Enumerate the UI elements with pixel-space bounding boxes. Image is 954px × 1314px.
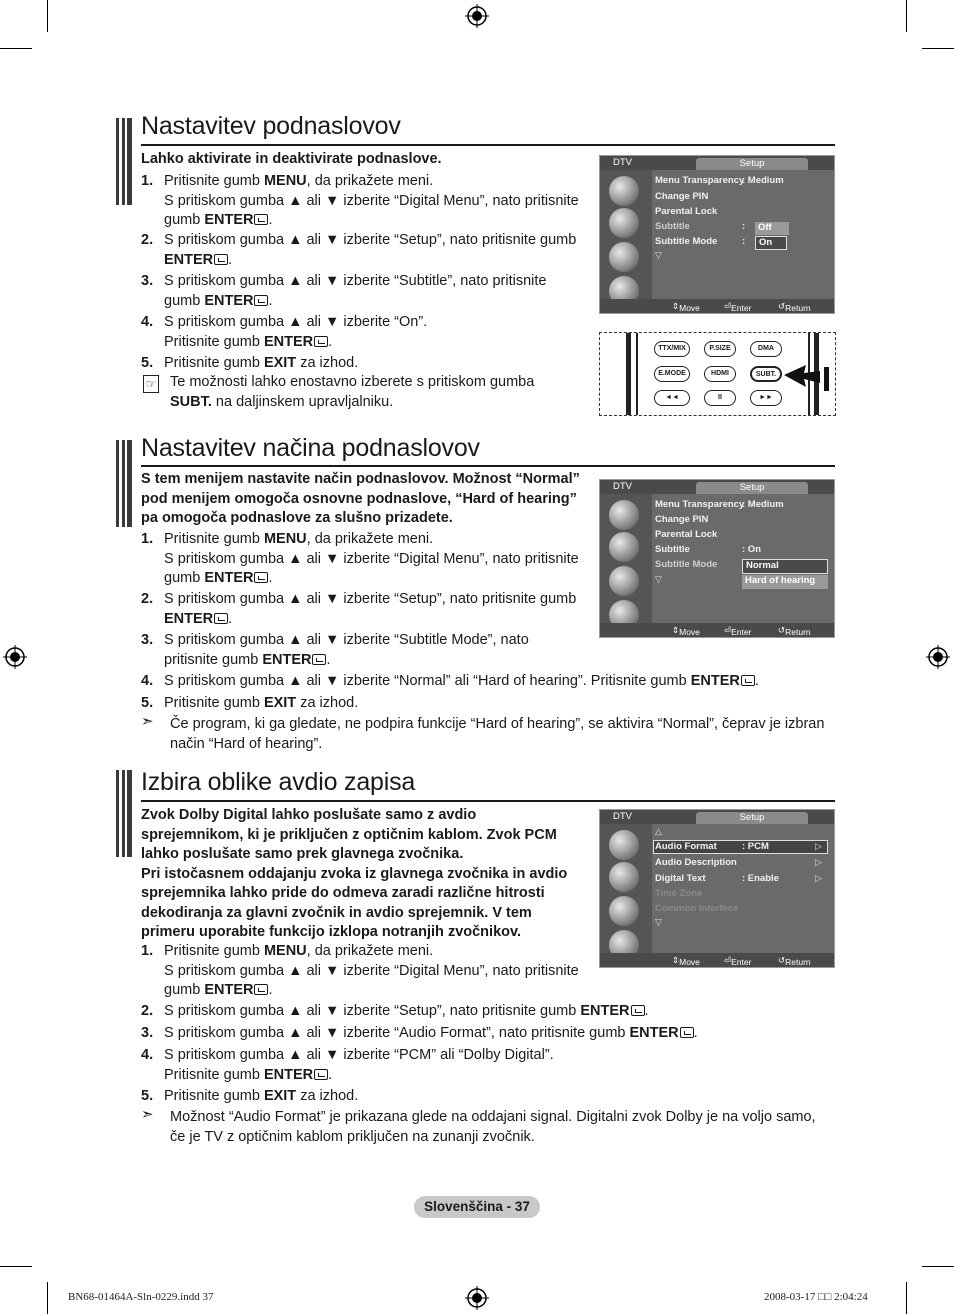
- note-icon: ☞: [143, 375, 159, 393]
- remote-button-subt: SUBT.: [750, 366, 782, 382]
- speaker-icon: [609, 862, 639, 892]
- section-bar: [116, 440, 132, 527]
- antenna-icon: [609, 830, 639, 860]
- remote-button-dma: DMA: [750, 341, 782, 357]
- option-normal: Normal: [742, 559, 828, 574]
- section-rule: [141, 800, 835, 802]
- section-rule: [141, 144, 835, 146]
- gear-icon: [609, 566, 639, 596]
- crop-mark: [922, 1266, 954, 1267]
- move-hint: ⇕ Move: [672, 301, 700, 313]
- enter-icon: [254, 984, 268, 995]
- scroll-down-icon: ▽: [655, 250, 662, 260]
- note-arrow-icon: ➣: [141, 713, 154, 730]
- enter-icon: [314, 1069, 328, 1080]
- remote-button-forward: ►►: [750, 390, 782, 406]
- note-text: Če program, ki ga gledate, ne podpira funkcije “Hard of hearing”, se aktivira “Normal”, čeprav je izbran način “Hard of hearing”.: [170, 716, 825, 752]
- crop-mark: [906, 0, 907, 32]
- remote-button-rewind: ◄◄: [654, 390, 690, 406]
- scroll-up-icon: △: [655, 826, 662, 836]
- remote-button-ttxmix: TTX/MIX: [654, 341, 690, 357]
- enter-icon: [631, 1005, 645, 1016]
- section-title: Nastavitev podnaslovov: [141, 112, 401, 140]
- osd-tab-setup: Setup: [696, 812, 808, 824]
- chevron-right-icon: ▷: [815, 857, 822, 867]
- crop-mark: [0, 1266, 32, 1267]
- return-hint: ↺ Return: [778, 955, 811, 967]
- speaker-icon: [609, 208, 639, 238]
- enter-icon: [312, 654, 326, 665]
- gear-icon: [609, 242, 639, 272]
- speaker-icon: [609, 532, 639, 562]
- file-slug: BN68-01464A-Sln-0229.indd 37: [68, 1291, 214, 1303]
- remote-control-illustration: [599, 332, 836, 416]
- gear-icon: [609, 896, 639, 926]
- note-text: Možnost “Audio Format” je prikazana glede na oddajani signal. Digitalni zvok Dolby je na voljo samo, če je TV z optičnim kablom priključen na zunanji zvočnik.: [170, 1109, 816, 1145]
- crop-mark: [906, 1282, 907, 1314]
- section-intro: Lahko aktivirate in deaktivirate podnaslove.: [141, 151, 442, 167]
- osd-tab-setup: Setup: [696, 482, 808, 494]
- osd-menu-subtitle: DTV Setup Menu Transparency : Medium Change PIN Parental Lock Subtitle : Off Subtitle Mode : On ▽ ⇕ Move ⏎ Enter ↺ Return: [599, 155, 835, 314]
- osd-menu-audio-format: DTV Setup △ Audio Format : PCM ▷ Audio Description ▷ Digital Text : Enable ▷ Time Zone Common Interfece ▽ ⇕ Move ⏎ Enter ↺ Return: [599, 809, 835, 968]
- crop-mark: [0, 48, 32, 49]
- section-intro: S tem menijem nastavite način podnaslovov. Možnost “Normal” pod menijem omogoča osnovne podnaslove, “Hard of hearing” pa omogoča podnaslove za slušno prizadete.: [141, 471, 580, 526]
- registration-mark-icon: [3, 645, 27, 669]
- osd-menu-subtitle-mode: DTV Setup Menu Transparency : Medium Change PIN Parental Lock Subtitle : On Subtitle Mode Normal Hard of hearing ▽ ⇕ Move ⏎ Enter ↺ Return: [599, 479, 835, 638]
- note-arrow-icon: ➣: [141, 1106, 154, 1123]
- enter-icon: [254, 214, 268, 225]
- registration-mark-icon: [926, 645, 950, 669]
- option-off: Off: [755, 222, 789, 235]
- enter-icon: [214, 254, 228, 265]
- antenna-icon: [609, 500, 639, 530]
- move-hint: ⇕ Move: [672, 955, 700, 967]
- antenna-icon: [609, 176, 639, 206]
- enter-icon: [254, 572, 268, 583]
- registration-mark-icon: [465, 1286, 489, 1310]
- enter-hint: ⏎ Enter: [724, 955, 752, 967]
- crop-mark: [47, 1282, 48, 1314]
- enter-hint: ⏎ Enter: [724, 625, 752, 637]
- section-title: Nastavitev načina podnaslovov: [141, 434, 480, 462]
- page-number: Slovenščina - 37: [414, 1196, 540, 1218]
- note-text: Te možnosti lahko enostavno izberete s pritiskom gumba SUBT. na daljinskem upravljalniku.: [170, 374, 535, 410]
- return-hint: ↺ Return: [778, 625, 811, 637]
- enter-icon: [680, 1027, 694, 1038]
- enter-icon: [254, 295, 268, 306]
- section-bar: [116, 118, 132, 205]
- section-rule: [141, 465, 835, 467]
- enter-hint: ⏎ Enter: [724, 301, 752, 313]
- enter-icon: [314, 336, 328, 347]
- date-slug: 2008-03-17 □□ 2:04:24: [764, 1291, 868, 1303]
- enter-icon: [741, 675, 755, 686]
- remote-button-emode: E.MODE: [654, 366, 690, 382]
- return-hint: ↺ Return: [778, 301, 811, 313]
- option-hard-of-hearing: Hard of hearing: [742, 575, 828, 589]
- scroll-down-icon: ▽: [655, 574, 662, 584]
- remote-button-pause: II: [704, 390, 736, 406]
- pointer-arrow-icon: [784, 363, 834, 393]
- crop-mark: [922, 48, 954, 49]
- osd-tab-setup: Setup: [696, 158, 808, 170]
- move-hint: ⇕ Move: [672, 625, 700, 637]
- section-bar: [116, 770, 132, 857]
- crop-mark: [47, 0, 48, 32]
- remote-button-psize: P.SIZE: [704, 341, 736, 357]
- section-intro: Zvok Dolby Digital lahko poslušate samo z avdio sprejemnikom, ki je priključen z optičnim kablom. Zvok PCM lahko poslušate samo prek glavnega zvočnika. Pri istočasnem oddajanju zvoka iz glavnega zvočnika in avdio sprejemnika lahko pride do odmeva zaradi različne hitrosti dekodiranja za glavni zvočnik in avdio sprejemnik. V tem primeru uporabite funkcijo izklopa notranjih zvočnikov.: [141, 807, 568, 940]
- scroll-down-icon: ▽: [655, 917, 662, 927]
- enter-icon: [214, 613, 228, 624]
- chevron-right-icon: ▷: [815, 841, 822, 851]
- option-on: On: [755, 236, 787, 250]
- chevron-right-icon: ▷: [815, 873, 822, 883]
- section-title: Izbira oblike avdio zapisa: [141, 768, 416, 796]
- remote-button-hdmi: HDMI: [704, 366, 736, 382]
- registration-mark-icon: [465, 4, 489, 28]
